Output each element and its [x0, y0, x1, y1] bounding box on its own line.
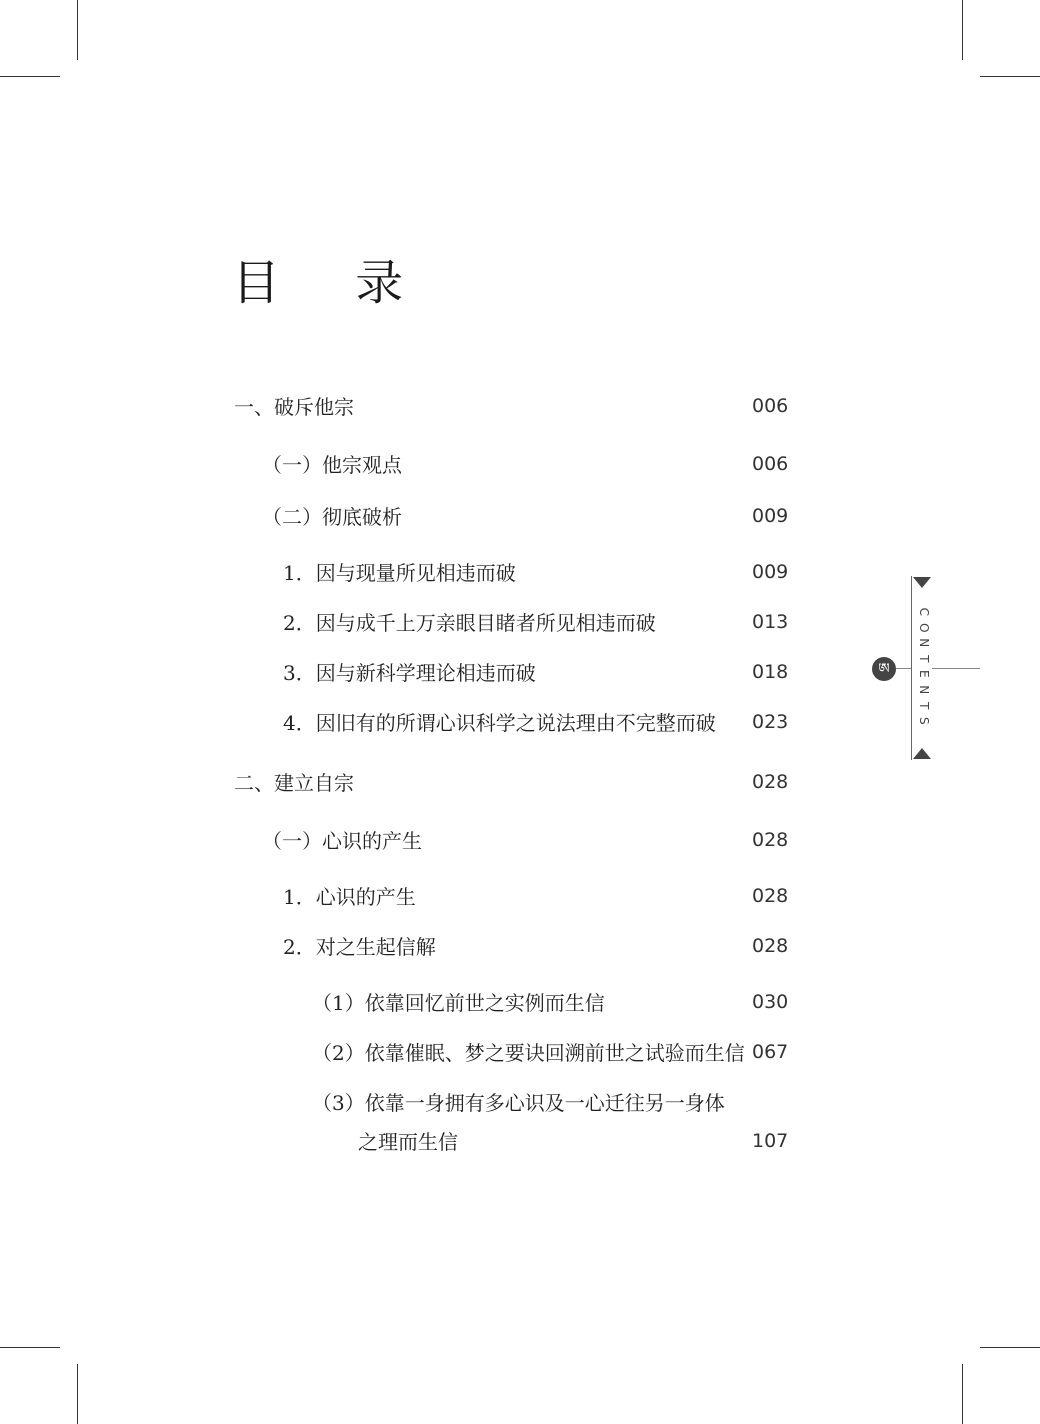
crop-mark-bottom-right-v: [962, 1364, 963, 1424]
toc-entry-page: 030: [752, 991, 789, 1013]
toc-entry-page: 107: [752, 1130, 789, 1152]
toc-entry-label[interactable]: 2．对之生起信解: [283, 935, 436, 959]
contents-letter: T: [916, 654, 931, 663]
contents-letter: N: [916, 685, 931, 695]
toc-entry-label[interactable]: （1）依靠回忆前世之实例而生信: [312, 991, 605, 1015]
toc-entry-label[interactable]: 二、建立自宗: [234, 771, 354, 795]
contents-letter: O: [916, 622, 931, 633]
toc-entry-page: 028: [752, 885, 789, 907]
crop-mark-bottom-left-h: [0, 1347, 60, 1348]
toc-entry-label[interactable]: （3）依靠一身拥有多心识及一心迁往另一身体: [312, 1091, 725, 1115]
toc-entry-label[interactable]: （一）他宗观点: [262, 453, 402, 477]
toc-entry-page: 006: [752, 395, 789, 417]
contents-letter: S: [916, 717, 931, 725]
toc-entry-label[interactable]: 1．心识的产生: [283, 885, 416, 909]
contents-vertical-text: [915, 604, 931, 729]
contents-letter: T: [916, 701, 931, 710]
toc-entry-page: 009: [752, 561, 789, 583]
toc-entry-page: 028: [752, 829, 789, 851]
side-tab-connector-left: [896, 668, 911, 669]
toc-entry-label[interactable]: （二）彻底破析: [262, 505, 402, 529]
triangle-up-icon: [913, 748, 931, 759]
crop-mark-top-right-v: [962, 0, 963, 60]
toc-entry-page: 023: [752, 711, 789, 733]
toc-entry-label[interactable]: 3．因与新科学理论相违而破: [283, 661, 536, 685]
tibetan-seal-icon: ཨ: [872, 657, 896, 681]
page-title: 目 录: [232, 255, 434, 311]
crop-mark-bottom-right-h: [980, 1347, 1040, 1348]
toc-entry-label[interactable]: 4．因旧有的所谓心识科学之说法理由不完整而破: [283, 711, 716, 735]
toc-entry-page: 009: [752, 505, 789, 527]
toc-entry-page: 018: [752, 661, 789, 683]
toc-entry-page: 013: [752, 611, 789, 633]
contents-letter: C: [916, 607, 931, 616]
crop-mark-top-left-v: [77, 0, 78, 60]
contents-letter: N: [916, 638, 931, 648]
toc-entry-page: 028: [752, 771, 789, 793]
toc-entry-label[interactable]: 1．因与现量所见相违而破: [283, 561, 516, 585]
contents-vertical-label: [915, 604, 931, 729]
toc-entry-label[interactable]: 2．因与成千上万亲眼目睹者所见相违而破: [283, 611, 656, 635]
crop-mark-top-right-h: [980, 76, 1040, 77]
toc-entry-label[interactable]: （2）依靠催眠、梦之要诀回溯前世之试验而生信: [312, 1041, 745, 1065]
crop-mark-bottom-left-v: [77, 1364, 78, 1424]
triangle-down-icon: [913, 577, 931, 588]
toc-entry-label[interactable]: （一）心识的产生: [262, 829, 422, 853]
contents-letter: E: [916, 670, 931, 678]
toc-entry-page: 006: [752, 453, 789, 475]
toc-entry-label-continued[interactable]: 之理而生信: [358, 1130, 458, 1154]
side-tab-connector-right: [932, 668, 980, 669]
toc-entry-page: 067: [752, 1041, 789, 1063]
toc-entry-page: 028: [752, 935, 789, 957]
crop-mark-top-left-h: [0, 76, 60, 77]
toc-entry-label[interactable]: 一、破斥他宗: [234, 395, 354, 419]
